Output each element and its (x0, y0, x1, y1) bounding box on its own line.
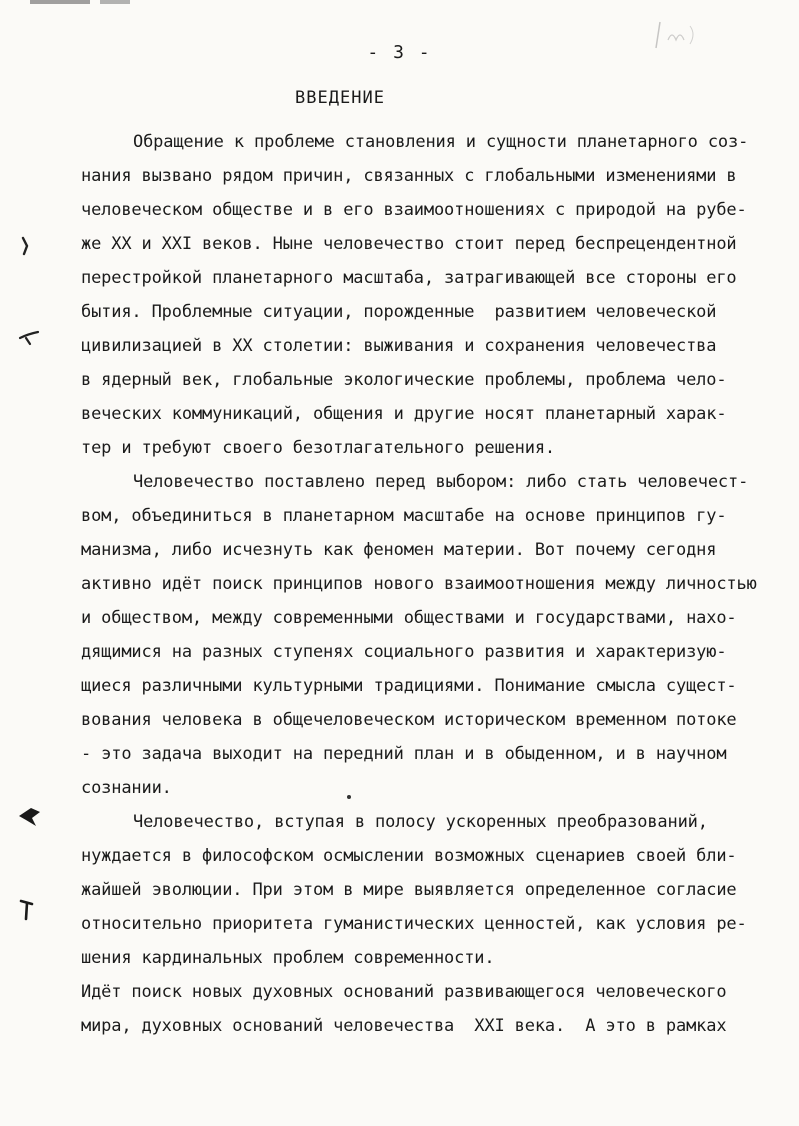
text-line: тер и требуют своего безотлагательного решения. (81, 438, 555, 458)
text-line: щиеся различными культурными традициями. Понимание смысла сущест- (81, 676, 737, 696)
text-line: нания вызвано рядом причин, связанных с глобальными изменениями в (81, 166, 737, 186)
section-title: ВВЕДЕНИЕ (295, 88, 385, 108)
text-line: шения кардинальных проблем современности. (81, 948, 495, 968)
text-line: бытия. Проблемные ситуации, порожденные развитием человеческой (81, 302, 717, 322)
text-line: мира, духовных оснований человечества XXI века. А это в рамках (81, 1016, 727, 1036)
margin-mark (18, 898, 36, 922)
scan-speck (346, 794, 352, 800)
text-line: и обществом, между современными обществами и государствами, нахо- (81, 608, 737, 628)
text-line: Человечество поставлено перед выбором: либо стать человечест- (133, 472, 749, 492)
text-line: перестройкой планетарного масштаба, затрагивающей все стороны его (81, 268, 737, 288)
text-line: же XX и XXI веков. Ныне человечество стоит перед беспрецендентной (81, 234, 737, 254)
text-line: жайшей эволюции. При этом в мире выявляется определенное согласие (81, 880, 737, 900)
text-line: Идёт поиск новых духовных оснований развивающегося человеческого (81, 982, 727, 1002)
margin-mark (16, 804, 42, 828)
text-line: сознании. (81, 778, 172, 798)
text-line: в ядерный век, глобальные экологические проблемы, проблема чело- (81, 370, 727, 390)
text-line: человеческом обществе и в его взаимоотношениях с природой на рубе- (81, 200, 747, 220)
text-line: цивилизацией в XX столетии: выживания и сохранения человечества (81, 336, 717, 356)
margin-mark (18, 236, 34, 256)
scan-edge-artifact (30, 0, 130, 4)
text-line: активно идёт поиск принципов нового взаимоотношения между личностью (81, 574, 757, 594)
text-line: относительно приоритета гуманистических ценностей, как условия ре- (81, 914, 747, 934)
text-line: Человечество, вступая в полосу ускоренных преобразований, (133, 812, 708, 832)
text-line: вования человека в общечеловеческом историческом временном потоке (81, 710, 737, 730)
margin-mark (18, 330, 40, 346)
text-line: вом, объединиться в планетарном масштабе на основе принципов гу- (81, 506, 727, 526)
text-line: дящимися на разных ступенях социального развития и характеризую- (81, 642, 727, 662)
page-number: - 3 - (367, 42, 432, 63)
text-line: - это задача выходит на передний план и в обыденном, и в научном (81, 744, 727, 764)
text-line: манизма, либо исчезнуть как феномен материи. Вот почему сегодня (81, 540, 717, 560)
text-line: нуждается в философском осмыслении возможных сценариев своей бли- (81, 846, 737, 866)
text-line: веческих коммуникаций, общения и другие носят планетарный харак- (81, 404, 727, 424)
text-line: Обращение к проблеме становления и сущности планетарного соз- (133, 132, 749, 152)
